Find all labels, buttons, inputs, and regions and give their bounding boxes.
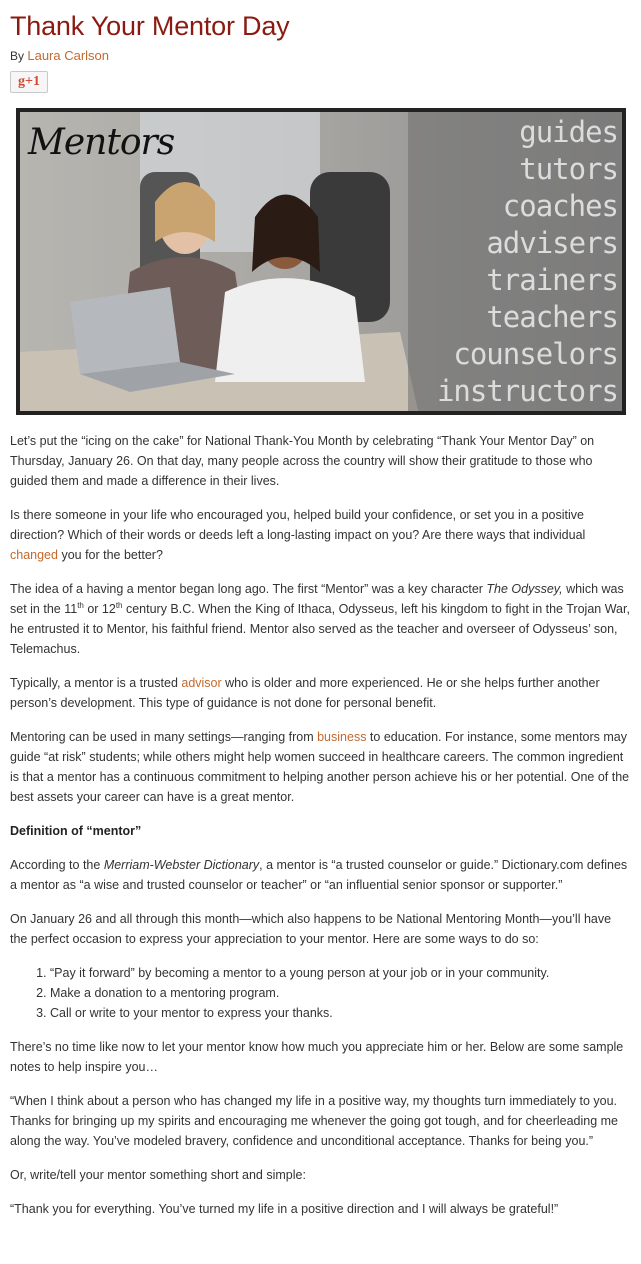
text: which was set in the 11 [10, 582, 624, 616]
paragraph: On January 26 and all through this month—which also happens to be National Mentoring Month—you’ll have the perfect occasion to express your appreciation to your mentor. Here are some ways to do so: [10, 912, 612, 946]
paragraph [10, 579, 631, 659]
hero-word: counselors [453, 337, 618, 371]
paragraph: “When I think about a person who has changed my life in a positive way, my thoughts turn immediately to you. Thanks for bringing up my spirits and encouraging me whenever the going got tough, and for cheerleading me along the way. You’ve modeled bravery, confidence and unconditional acceptance. Thanks for being you.” [10, 1094, 619, 1148]
author-link[interactable]: Laura Carlson [27, 48, 110, 63]
google-plus-button[interactable] [10, 71, 48, 93]
hero-word: coaches [502, 189, 618, 223]
emphasis: Merriam-Webster Dictionary [103, 858, 260, 872]
hero-word: advisers [486, 226, 618, 260]
text: you for the better? [57, 548, 163, 562]
paragraph: Or, write/tell your mentor something short and simple: [10, 1168, 306, 1182]
hero-image [16, 108, 626, 415]
paragraph: Let’s put the “icing on the cake” for National Thank-You Month by celebrating “Thank Your Mentor Day” on Thursday, January 26. On that day, many people across the country will show their gratitude to those who guided them and made a difference in their lives. [10, 434, 595, 488]
text: to education. For instance, some mentors may guide “at risk” students; while others might help women succeed in healthcare careers. The common ingredient is that a mentor has a continuous commitment to helping another person achieve his or her potential. One of the best assets your career can have is a great mentor. [10, 730, 630, 804]
superscript: th [77, 600, 84, 610]
hero-word: trainers [486, 263, 618, 297]
emphasis: The Odyssey, [486, 582, 563, 596]
paragraph: “Thank you for everything. You’ve turned my life in a positive direction and I will always be grateful!” [10, 1202, 559, 1216]
article-body [10, 431, 631, 1219]
changed-link[interactable]: changed [10, 548, 58, 562]
ways-list [10, 963, 631, 1023]
list-item: 1. “Pay it forward” by becoming a mentor to a young person at your job or in your community. [50, 963, 631, 983]
superscript: th [115, 600, 123, 610]
paragraph: There’s no time like now to let your mentor know how much you appreciate him or her. Below are some sample notes to help inspire you… [10, 1040, 624, 1074]
text: Is there someone in your life who encouraged you, helped build your confidence, or set you in a positive direction? Which of their words or deeds left a long-lasting impact on you? Are there ways that individual [10, 508, 586, 542]
paragraph [10, 505, 631, 565]
business-link[interactable]: business [317, 730, 367, 744]
hero-word: guides [519, 115, 618, 149]
byline [10, 48, 631, 63]
section-heading: Definition of “mentor” [10, 824, 142, 838]
hero-word-list [408, 112, 622, 411]
hero-script-title: Mentors [28, 122, 175, 163]
list-item: 3. Call or write to your mentor to express your thanks. [50, 1003, 631, 1023]
hero-word: tutors [519, 152, 618, 186]
text: century B.C. When the King of Ithaca, Odysseus, left his kingdom to fight in the Trojan War, he entrusted it to Mentor, his faithful friend. Mentor also served as the teacher and overseer of Odysseus’ son, Telemachus. [10, 602, 630, 656]
list-item: 2. Make a donation to a mentoring program. [50, 983, 631, 1003]
advisor-link[interactable]: advisor [181, 676, 222, 690]
text: or 12 [83, 602, 116, 616]
text: The idea of a having a mentor began long ago. The first “Mentor” was a key character [10, 582, 487, 596]
text: Typically, a mentor is a trusted [10, 676, 182, 690]
paragraph [10, 855, 631, 895]
hero-word: instructors [436, 374, 618, 408]
page-title: Thank Your Mentor Day [10, 11, 290, 41]
google-plus-label: g+1 [18, 74, 40, 89]
text: Mentoring can be used in many settings—ranging from [10, 730, 318, 744]
paragraph [10, 673, 631, 713]
byline-prefix: By [10, 49, 25, 63]
text: who is older and more experienced. He or she helps further another person’s development. This type of guidance is not done for personal benefit. [10, 676, 600, 710]
text: , a mentor is “a trusted counselor or guide.” Dictionary.com defines a mentor as “a wise and trusted counselor or teacher” or “an influential senior sponsor or supporter.” [10, 858, 628, 892]
paragraph [10, 727, 631, 807]
text: According to the [10, 858, 104, 872]
hero-word: teachers [486, 300, 618, 334]
